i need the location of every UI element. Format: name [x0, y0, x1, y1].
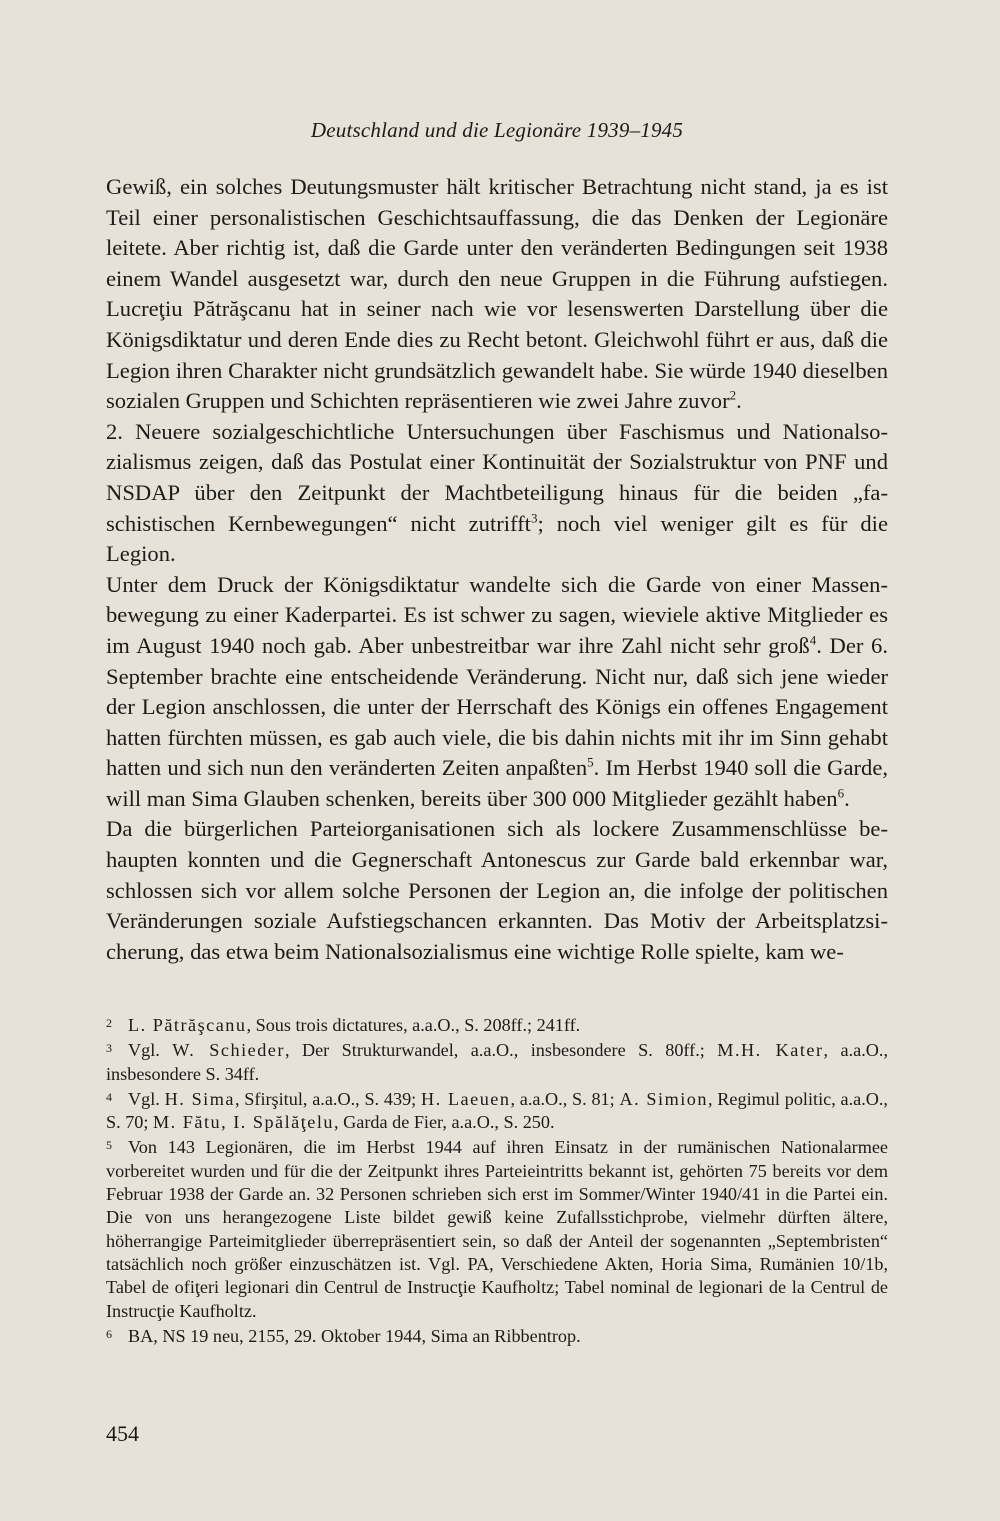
footnote-reference: 3	[530, 510, 538, 525]
text-run: , Der Strukturwandel, a.a.O., insbesondere S. 80ff.;	[284, 1040, 718, 1061]
footnote	[106, 1014, 888, 1037]
author-name: M. Fătu, I. Spălăţelu	[153, 1112, 335, 1133]
footnote-number: 6	[106, 1326, 112, 1341]
footnotes	[106, 1014, 888, 1350]
footnote-reference: 6	[837, 785, 845, 801]
text-run: Vgl.	[128, 1040, 173, 1061]
footnote-number: 5	[106, 1138, 112, 1153]
footnote	[106, 1039, 888, 1086]
text-run: .	[844, 785, 850, 811]
author-name: A. Simion	[619, 1088, 708, 1109]
text-run: Von 143 Legionären, die im Herbst 1944 auf ihren Einsatz in der rumänischen Nationalarmee vorbereitet wurden und für die der Zeitpunkt ihres Parteieintritts bekannt ist, gehörten 75 bereits vor dem Februar 1938 der Garde an. 32 Personen schrieben sich erst im Sommer/Winter 1940/41 in die Partei ein. Die von uns herangezogene Liste bildet gewiß keine Zufallsstichprobe, vielmehr dürften ältere, höherrangige Parteimitglieder überrepräsentiert sein, so daß der Anteil der sogenannten „Septembristen“ tatsächlich noch größer einzuschätzen ist. Vgl. PA, Verschiedene Akten, Horia Sima, Rumänien 10/1b, Tabel de ofiţeri legionari din Centrul de Instrucţie Kaufholtz; Tabel nominal de legionari de la Centrul de Instrucţie Kaufholtz.	[106, 1137, 888, 1321]
footnote	[106, 1325, 888, 1348]
footnote-reference: 5	[587, 754, 594, 770]
text-run: .	[736, 388, 742, 414]
text-run: ; noch viel weniger gilt es für die Legion.	[106, 510, 888, 567]
text-run: . Im Herbst 1940 soll die Garde, will man Sima Glauben schenken, bereits über 300 000 Mitglieder gezählt haben	[106, 755, 888, 811]
paragraph	[106, 172, 888, 417]
paragraph	[106, 417, 888, 570]
running-head: Deutschland und die Legionäre 1939–1945	[310, 118, 684, 142]
author-name: W. Schieder	[172, 1040, 285, 1061]
footnote-number: 3	[106, 1041, 112, 1056]
body-text	[106, 172, 888, 967]
text-run: BA, NS 19 neu, 2155, 29. Oktober 1944, Sima an Ribbentrop.	[128, 1325, 581, 1346]
text-run: 2. Neuere sozialgeschichtliche Untersuchungen über Faschismus und Nationalsozialismus zeigen, daß das Postulat einer Kontinuität der Sozialstruktur von PNF und NSDAP über den Zeitpunkt der Machtbeteiligung hinaus für die beiden „faschistischen Kernbewegungen“ nicht zutrifft	[106, 418, 888, 536]
footnote	[106, 1136, 888, 1322]
text-run: , Regimul politic, a.a.O., S. 70;	[106, 1088, 888, 1133]
text-run: , a.a.O., insbesondere S. 34ff.	[106, 1040, 889, 1084]
author-name: M.H. Kater	[717, 1040, 824, 1061]
text-run: Da die bürgerlichen Parteiorganisationen sich als lockere Zusammenschlüsse behaupten konnten und die Gegnerschaft Antonescus zur Garde bald erkennbar war, schlossen sich vor allem solche Personen der Legion an, die infolge der politischen Veränderungen soziale Aufstiegschancen erkannten. Das Motiv der Arbeitsplatzsicherung, das etwa beim Nationalsozialismus eine wichtige Rolle spielte, kam we-	[106, 816, 888, 964]
author-name: L. Pătrăşcanu	[128, 1015, 247, 1035]
footnote-number: 4	[106, 1089, 112, 1104]
text-run: , a.a.O., S. 81;	[510, 1088, 620, 1109]
author-name: H. Laeuen	[420, 1088, 511, 1109]
footnote-number: 2	[106, 1016, 112, 1030]
paragraph	[106, 814, 888, 967]
text-run: , Sous trois dictatures, a.a.O., S. 208ff.; 241ff.	[246, 1015, 581, 1035]
text-run: . Der 6. September brachte eine entscheidende Veränderung. Nicht nur, daß sich jene wieder der Legion anschlossen, die unter der Herrschaft des Königs ein offenes Engagement hatten fürchten müssen, es gab auch viele, die bis dahin nichts mit ihr im Sinn gehabt hatten und sich nun den veränderten Zeiten anpaßten	[106, 632, 888, 781]
text-run: Vgl.	[128, 1088, 165, 1109]
footnote-reference: 4	[809, 632, 817, 648]
text-run: Gewiß, ein solches Deutungsmuster hält kritischer Betrachtung nicht stand, ja es ist Teil einer personalistischen Geschichtsauffassung, die das Denken der Legionäre leitete. Aber richtig ist, daß die Garde unter den veränderten Bedingungen seit 1938 einem Wandel ausgesetzt war, durch den neue Gruppen in die Führung aufstiegen. Lucreţiu Pătrăşcanu hat in seiner nach wie vor lesenswerten Darstellung über die Königsdiktatur und deren Ende dies zu Recht betont. Gleichwohl führt er aus, daß die Legion ihren Charakter nicht grundsätzlich gewandelt habe. Sie würde 1940 dieselben sozialen Gruppen und Schichten repräsentieren wie zwei Jahre zuvor	[106, 174, 888, 414]
page-number: 454	[106, 1421, 139, 1446]
text-run: , Garda de Fier, a.a.O., S. 250.	[334, 1112, 555, 1133]
text-run: , Sfirşitul, a.a.O., S. 439;	[234, 1088, 421, 1109]
text-run: Unter dem Druck der Königsdiktatur wandelte sich die Garde von einer Massenbewegung zu einer Kaderpartei. Es ist schwer zu sagen, wieviele aktive Mitglieder es im August 1940 noch gab. Aber unbestreitbar war ihre Zahl nicht sehr groß	[106, 571, 888, 658]
footnote	[106, 1088, 888, 1135]
footnote-reference: 2	[729, 387, 737, 403]
author-name: H. Sima	[164, 1088, 235, 1109]
paragraph	[106, 570, 888, 815]
